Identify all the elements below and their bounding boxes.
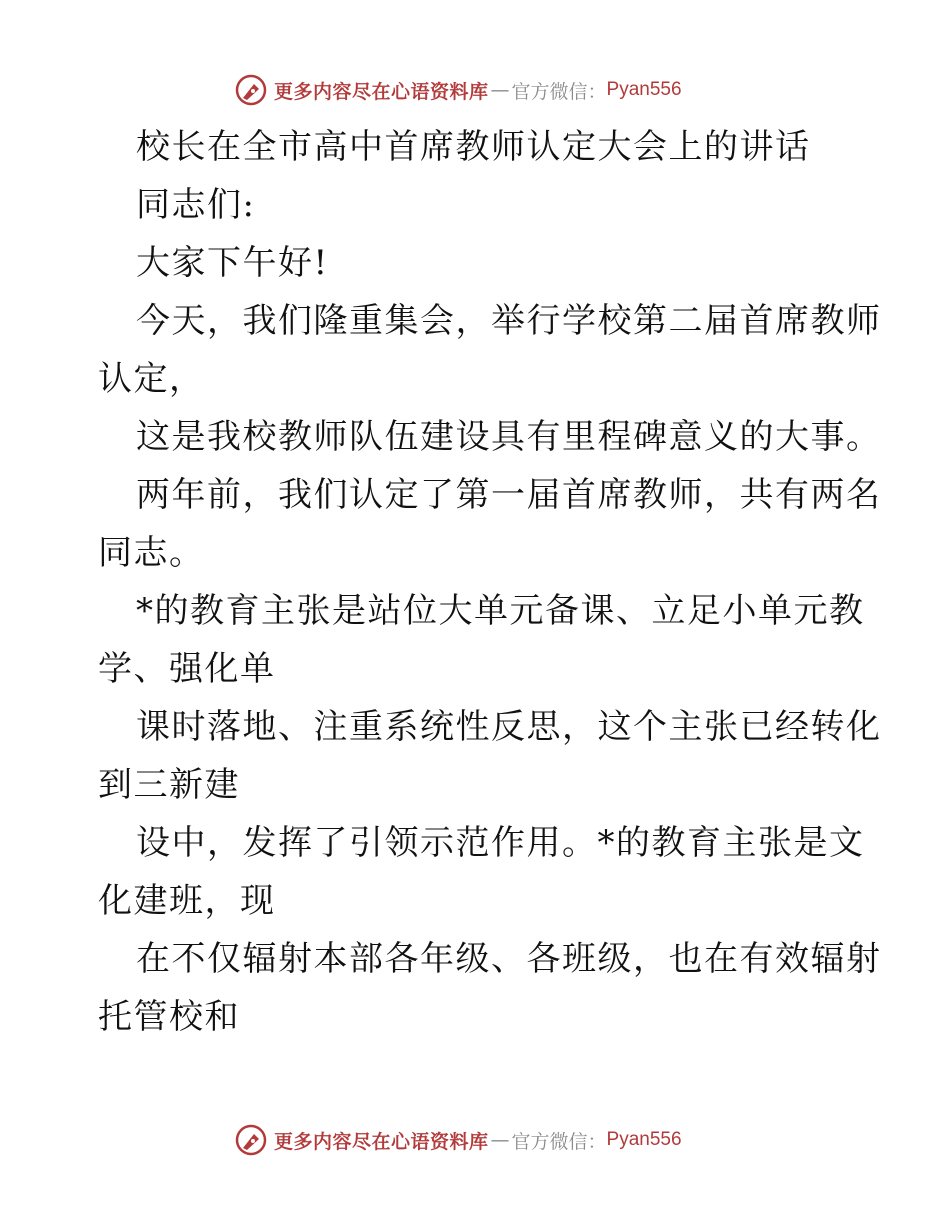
text-line: 今天，我们隆重集会，举行学校第二届首席教师 [136,301,882,341]
text-line: 同志们: [136,185,256,225]
banner-text: 更多内容尽在心语资料库 [274,80,489,103]
text-line: 认定， [98,359,205,399]
text-line: 到三新建 [98,765,240,805]
banner-separator: — [490,1129,510,1151]
banner-wechat-label: 官方微信： [511,1130,607,1153]
banner-separator: — [490,79,510,101]
text-line: 学、强化单 [98,649,276,689]
pen-nib-logo-icon [234,73,268,107]
pen-nib-logo-icon [234,1123,268,1157]
text-line: 两年前，我们认定了第一届首席教师，共有两名 [136,475,882,515]
text-line: 大家下午好! [136,243,329,283]
banner-wechat-id: Pyan556 [606,79,682,100]
text-line: 托管校和 [98,997,240,1037]
banner-text: 更多内容尽在心语资料库 [274,1130,489,1153]
text-line: 化建班，现 [98,881,276,921]
header-banner [234,72,754,108]
text-line: 课时落地、注重系统性反思，这个主张已经转化 [136,707,882,747]
text-line: 同志。 [98,533,205,573]
banner-wechat-label: 官方微信： [511,80,607,103]
text-line: 设中，发挥了引领示范作用。*的教育主张是文 [136,823,865,863]
text-line: 在不仅辐射本部各年级、各班级，也在有效辐射 [136,939,882,979]
banner-wechat-id: Pyan556 [606,1129,682,1150]
document-title: 校长在全市高中首席教师认定大会上的讲话 [136,127,811,167]
text-line: 这是我校教师队伍建设具有里程碑意义的大事。 [136,417,882,457]
text-line: *的教育主张是站位大单元备课、立足小单元教 [136,591,865,631]
footer-banner [234,1122,754,1158]
document-body [98,118,882,1046]
